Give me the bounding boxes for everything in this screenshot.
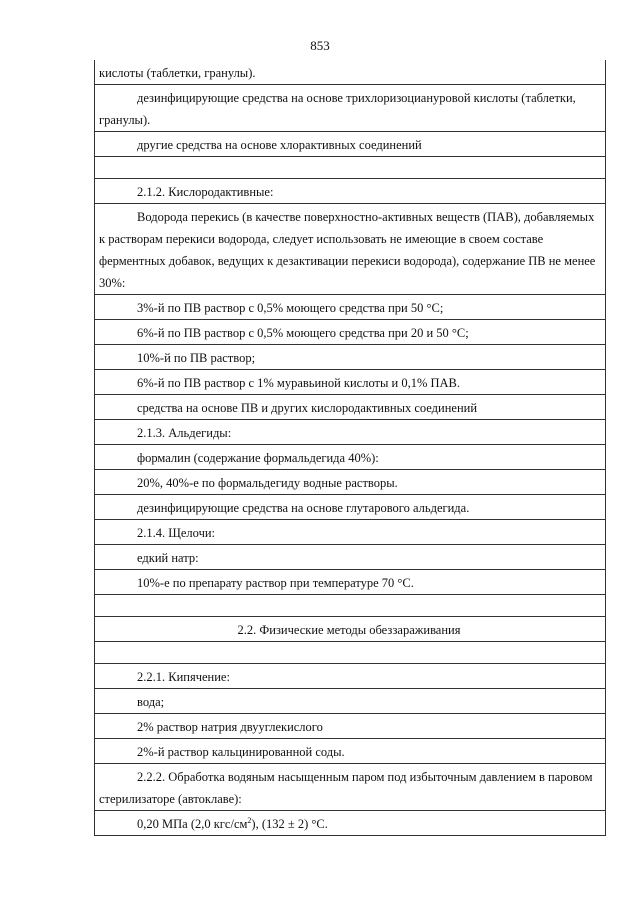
table-row (95, 616, 605, 641)
table-row (95, 369, 605, 394)
row-text: 2.1.2. Кислородактивные: (137, 185, 274, 199)
table-row (95, 738, 605, 763)
table-row (95, 344, 605, 369)
blank-row (95, 594, 605, 616)
formula-text: ), (132 ± 2) °С. (251, 817, 328, 831)
row-text: 10%-е по препарату раствор при температуре 70 °С. (137, 576, 414, 590)
row-text: едкий натр: (137, 551, 199, 565)
row-text: 2.2.1. Кипячение: (137, 670, 230, 684)
table-row (95, 178, 605, 203)
table-row (95, 84, 605, 131)
table-row (95, 419, 605, 444)
row-text: 3%-й по ПВ раствор с 0,5% моющего средства при 50 °С; (137, 301, 444, 315)
table-row (95, 60, 605, 84)
blank-row (95, 641, 605, 663)
row-text: 2.1.4. Щелочи: (137, 526, 216, 540)
table-row (95, 444, 605, 469)
table-row (95, 319, 605, 344)
row-text: 6%-й по ПВ раствор с 0,5% моющего средства при 20 и 50 °С; (137, 326, 469, 340)
row-text: 20%, 40%-е по формальдегиду водные растворы. (137, 476, 398, 490)
row-text: вода; (137, 695, 165, 709)
formula-superscript: 2 (247, 815, 252, 825)
row-text: 2.2.2. Обработка водяным насыщенным паром под избыточным давлением в паровом стерилизаторе (автоклаве): (99, 770, 593, 806)
row-text: дезинфицирующие средства на основе глутарового альдегида. (137, 501, 470, 515)
table-row (95, 294, 605, 319)
row-text: 10%-й по ПВ раствор; (137, 351, 256, 365)
table-row (95, 469, 605, 494)
table-row (95, 763, 605, 810)
row-text: дезинфицирующие средства на основе трихлоризоциануровой кислоты (таблетки, гранулы). (99, 91, 576, 127)
table-row (95, 810, 605, 835)
table-row (95, 494, 605, 519)
row-text: средства на основе ПВ и других кислородактивных соединений (137, 401, 478, 415)
row-text: Водорода перекись (в качестве поверхностно-активных веществ (ПАВ), добавляемых к растворам перекиси водорода, следует использовать не имеющие в своем составе ферментных добавок, ведущих к дезактивации перекиси водорода), содержание ПВ не менее 30%: (99, 210, 596, 290)
row-text: 2% раствор натрия двууглекислого (137, 720, 323, 734)
table-row (95, 713, 605, 738)
row-text: 2%-й раствор кальцинированной соды. (137, 745, 345, 759)
table-row (95, 663, 605, 688)
row-text: другие средства на основе хлорактивных соединений (137, 138, 422, 152)
table-row (95, 569, 605, 594)
row-text: формалин (содержание формальдегида 40%): (137, 451, 379, 465)
page-number: 853 (310, 38, 330, 53)
table-row (95, 203, 605, 294)
row-text: 2.1.3. Альдегиды: (137, 426, 232, 440)
row-text: кислоты (таблетки, гранулы). (99, 66, 256, 80)
row-text: 6%-й по ПВ раствор с 1% муравьиной кислоты и 0,1% ПАВ. (137, 376, 461, 390)
table-row (95, 519, 605, 544)
row-text: 2.2. Физические методы обеззараживания (237, 623, 461, 637)
blank-row (95, 156, 605, 178)
table-row (95, 394, 605, 419)
table-row (95, 131, 605, 156)
document-table (94, 60, 606, 836)
table-row (95, 688, 605, 713)
table-row (95, 544, 605, 569)
formula-text: 0,20 МПа (2,0 кгс/см (137, 817, 248, 831)
